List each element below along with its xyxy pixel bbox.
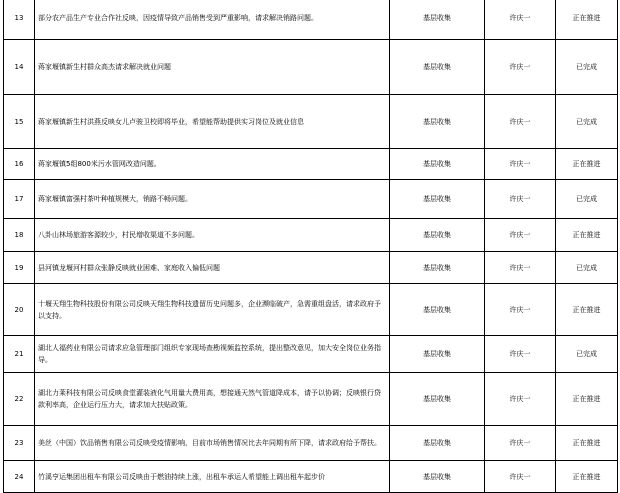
row-owner: 许庆一: [485, 461, 556, 493]
row-number: 21: [4, 336, 35, 373]
table-row: [4, 0, 618, 40]
row-owner: 许庆一: [485, 95, 556, 149]
table-row: [4, 373, 618, 426]
row-status: 正在推进: [556, 149, 618, 180]
row-owner: 许庆一: [485, 373, 556, 426]
row-content: 县河镇龙堰河村群众张静反映就业困难、家庭收入偏低问题: [35, 252, 390, 284]
row-source: 基层收集: [390, 40, 485, 95]
table-row: [4, 284, 618, 336]
table-row: [4, 95, 618, 149]
row-owner: 许庆一: [485, 336, 556, 373]
row-number: 15: [4, 95, 35, 149]
row-content: 湖北人福药业有限公司请求应急管理部门组织专家现场查勘视频监控系统，提出整改意见，加大安全岗位业务指导。: [35, 336, 390, 373]
row-content: 美丝（中国）饮品销售有限公司反映受疫情影响，目前市场销售情况比去年同期有所下降，请求政府给予帮扶。: [35, 426, 390, 461]
table-row: [4, 461, 618, 493]
task-table: [3, 0, 618, 493]
row-owner: 许庆一: [485, 180, 556, 219]
row-number: 22: [4, 373, 35, 426]
row-source: 基层收集: [390, 149, 485, 180]
row-number: 16: [4, 149, 35, 180]
row-content: 蒋家堰镇新生村群众高杰请求解决就业问题: [35, 40, 390, 95]
task-table-body: [4, 0, 618, 493]
table-row: [4, 252, 618, 284]
row-number: 20: [4, 284, 35, 336]
table-row: [4, 149, 618, 180]
row-content: 部分农产品生产专业合作社反映，因疫情导致产品销售受到严重影响，请求解决销路问题。: [35, 0, 390, 40]
row-owner: 许庆一: [485, 426, 556, 461]
row-status: 正在推进: [556, 219, 618, 252]
row-owner: 许庆一: [485, 0, 556, 40]
row-content: 蒋家堰镇新生村洪燕反映女儿卢骏卫校即将毕业，希望能帮助提供实习岗位及就业信息: [35, 95, 390, 149]
row-number: 13: [4, 0, 35, 40]
table-row: [4, 426, 618, 461]
row-status: 正在推进: [556, 284, 618, 336]
row-number: 19: [4, 252, 35, 284]
table-row: [4, 219, 618, 252]
table-row: [4, 336, 618, 373]
row-source: 基层收集: [390, 219, 485, 252]
row-content: 十堰天翔生物科技股份有限公司反映天翔生物科技遗留历史问题多，企业濒临破产，急需重组盘活，请求政府予以支持。: [35, 284, 390, 336]
row-content: 八卦山林场旅游客源较少，村民增收渠道不多问题。: [35, 219, 390, 252]
row-content: 蒋家堰镇富强村茶叶种植规模大，销路不畅问题。: [35, 180, 390, 219]
row-status: 正在推进: [556, 461, 618, 493]
row-number: 18: [4, 219, 35, 252]
row-status: 已完成: [556, 95, 618, 149]
row-source: 基层收集: [390, 95, 485, 149]
row-status: 已完成: [556, 40, 618, 95]
row-number: 14: [4, 40, 35, 95]
table-row: [4, 180, 618, 219]
row-status: 已完成: [556, 180, 618, 219]
row-source: 基层收集: [390, 461, 485, 493]
row-status: 正在推进: [556, 0, 618, 40]
row-owner: 许庆一: [485, 252, 556, 284]
row-status: 正在推进: [556, 426, 618, 461]
row-owner: 许庆一: [485, 219, 556, 252]
row-owner: 许庆一: [485, 149, 556, 180]
row-source: 基层收集: [390, 284, 485, 336]
row-source: 基层收集: [390, 373, 485, 426]
row-owner: 许庆一: [485, 40, 556, 95]
row-content: 蒋家堰镇5组800米污水管网改造问题。: [35, 149, 390, 180]
row-source: 基层收集: [390, 426, 485, 461]
row-content: 湖北力莱科技有限公司反映食堂灌装液化气用量大费用高，想接通天然气管道降成本，请予以协调；反映银行贷款利率高，企业运行压力大，请求加大扶贴政策。: [35, 373, 390, 426]
row-source: 基层收集: [390, 180, 485, 219]
row-status: 已完成: [556, 252, 618, 284]
row-number: 24: [4, 461, 35, 493]
row-number: 17: [4, 180, 35, 219]
table-row: [4, 40, 618, 95]
row-status: 已完成: [556, 336, 618, 373]
row-content: 竹溪亨运集团出租车有限公司反映由于燃油持续上涨，出租车承运人希望能上调出租车起步价: [35, 461, 390, 493]
row-number: 23: [4, 426, 35, 461]
row-status: 正在推进: [556, 373, 618, 426]
row-source: 基层收集: [390, 252, 485, 284]
row-source: 基层收集: [390, 336, 485, 373]
row-owner: 许庆一: [485, 284, 556, 336]
row-source: 基层收集: [390, 0, 485, 40]
